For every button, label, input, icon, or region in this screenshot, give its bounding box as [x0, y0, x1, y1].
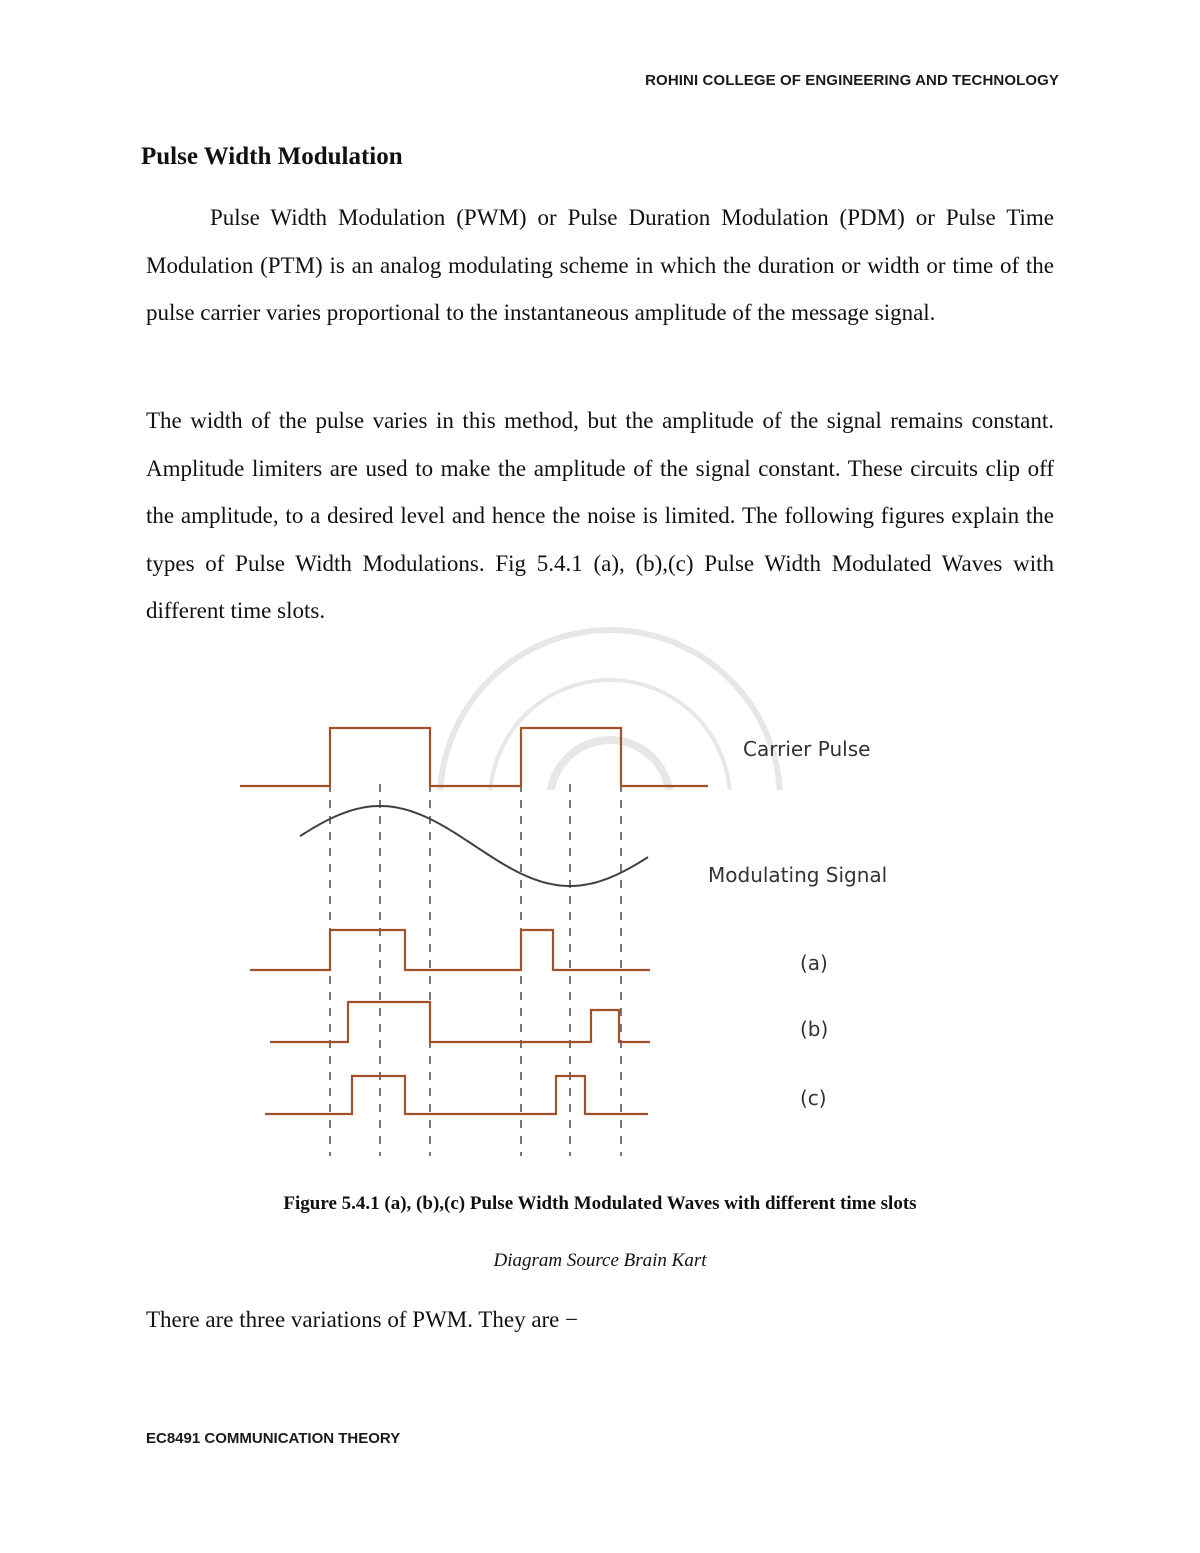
paragraph-variations: There are three variations of PWM. They are − [146, 1307, 579, 1332]
pwm-wave-a [250, 930, 650, 970]
modulating-signal-curve [300, 806, 648, 886]
section-title: Pulse Width Modulation [141, 143, 403, 170]
figure-caption: Figure 5.4.1 (a), (b),(c) Pulse Width Modulated Waves with different time slots [283, 1193, 917, 1214]
page-footer: EC8491 COMMUNICATION THEORY [146, 1430, 401, 1447]
pwm-diagram [230, 716, 970, 1166]
page-header: ROHINI COLLEGE OF ENGINEERING AND TECHNOLOGY [645, 72, 1059, 89]
paragraph-explanation: The width of the pulse varies in this method, but the amplitude of the signal remains constant. Amplitude limiters are used to make the amplitude of the signal constant. These circuits clip off the amplitude, to a desired level and hence the noise is limited. The following figures explain the types of Pulse Width Modulations. Fig 5.4.1 (a), (b),(c) Pulse Width Modulated Waves with different time slots. [146, 408, 1054, 623]
pwm-wave-b [270, 1002, 650, 1042]
wave-c-label: (c) [800, 1086, 827, 1110]
wave-b-label: (b) [800, 1017, 829, 1041]
paragraph-definition: Pulse Width Modulation (PWM) or Pulse Duration Modulation (PDM) or Pulse Time Modulation (PTM) is an analog modulating scheme in which the duration or width or time of the pulse carrier varies proportional to the instantaneous amplitude of the message signal. [146, 205, 1054, 325]
carrier-pulse-label: Carrier Pulse [743, 737, 871, 761]
carrier-pulse-wave [240, 728, 708, 786]
modulating-signal-label: Modulating Signal [708, 863, 888, 887]
figure-source: Diagram Source Brain Kart [493, 1250, 707, 1271]
pwm-wave-c [265, 1076, 648, 1114]
wave-a-label: (a) [800, 951, 828, 975]
